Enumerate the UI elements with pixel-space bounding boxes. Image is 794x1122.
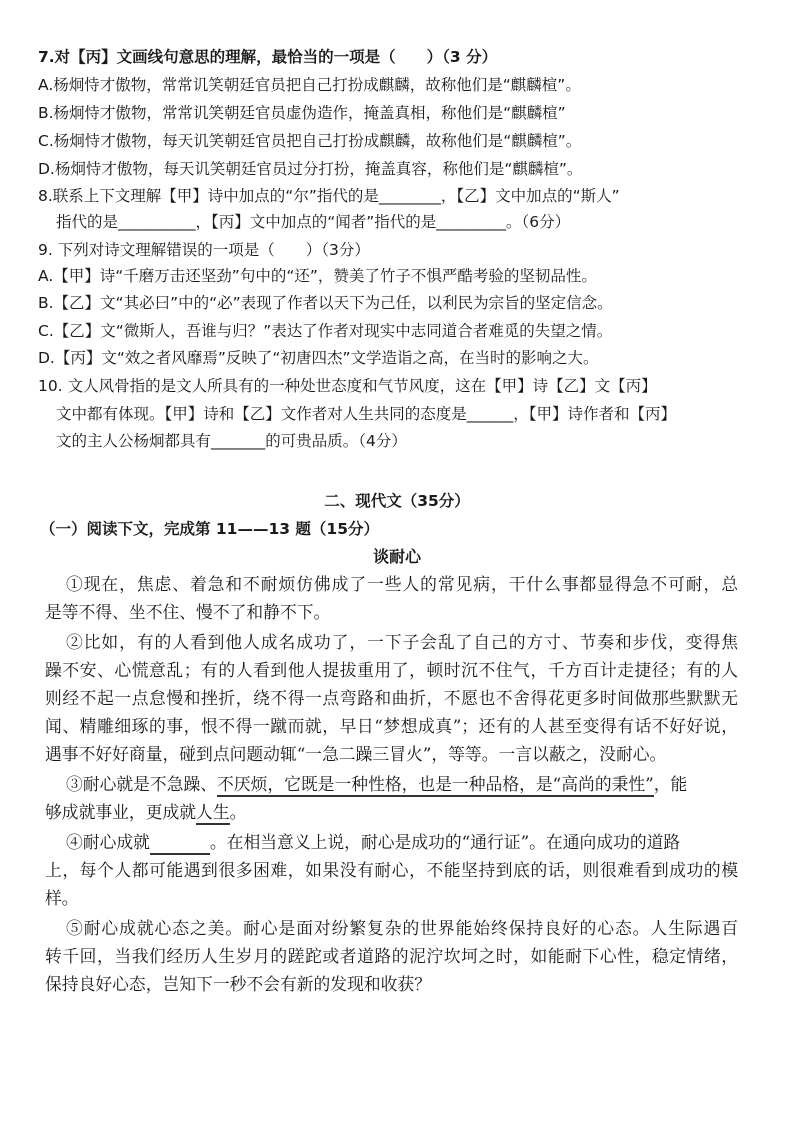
q7-option-b: B.杨炯恃才傲物，常常讥笑朝廷官员虚伪造作，掩盖真相，称他们是“麒麟楦” xyxy=(38,104,566,122)
q9-option-d: D.【丙】文“效之者风靡焉”反映了“初唐四杰”文学造诣之高，在当时的影响之大。 xyxy=(38,349,599,367)
p5-line-2: 转千回，当我们经历人生岁月的蹉跎或者道路的泥泞坎坷之时，如能耐下心性，稳定情绪， xyxy=(45,946,738,966)
p3-text: ③耐心就是不急躁、 xyxy=(66,774,218,794)
p2-line-1: ②比如，有的人看到他人成名成功了，一下子会乱了自己的方寸、节奏和步伐，变得焦 xyxy=(66,632,738,652)
p3-line-2 xyxy=(45,802,246,822)
p4-line-1 xyxy=(66,832,680,855)
p4-line-2: 上，每个人都可能遇到很多困难，如果没有耐心，不能坚持到底的话，则很难看到成功的模 xyxy=(45,860,738,880)
p5-line-1: ⑤耐心成就心态之美。耐心是面对纷繁复杂的世界能始终保持良好的心态。人生际遇百 xyxy=(66,918,738,938)
p4-text: ④耐心成就 xyxy=(66,832,150,852)
p3-text-2-end: 。 xyxy=(229,802,247,822)
p1-line-2: 是等不得、坐不住、慢不了和静不下。 xyxy=(45,602,331,622)
section-title: 二、现代文（35分） xyxy=(324,492,470,510)
q9-option-a: A.【甲】诗“千磨万击还坚劲”句中的“还”，赞美了竹子不惧严酷考验的坚韧品性。 xyxy=(38,267,597,285)
q7-option-a: A.杨炯恃才傲物，常常讥笑朝廷官员把自己打扮成麒麟，故称他们是“麒麟楦”。 xyxy=(38,76,581,94)
p3-underlined-word: 人生 xyxy=(196,802,230,825)
p3-text-end: ，能 xyxy=(653,774,688,794)
p2-line-4: 闻、精雕细琢的事，恨不得一蹴而就，早日“梦想成真”；还有的人甚至变得有话不好好说， xyxy=(45,716,738,736)
q7-option-d: D.杨炯恃才傲物，每天讥笑朝廷官员过分打扮，掩盖真容，称他们是“麒麟楦”。 xyxy=(38,160,583,178)
q10-line-3: 文的主人公杨炯都具有_______的可贵品质。（4分） xyxy=(56,432,407,450)
p4-line-3: 样。 xyxy=(45,888,79,908)
p2-line-5: 遇事不好好商量，碰到点问题动辄“一急二躁三冒火”，等等。一言以蔽之，没耐心。 xyxy=(45,744,667,764)
p3-underlined-sentence: 不厌烦，它既是一种性格，也是一种品格，是“高尚的秉性” xyxy=(217,774,654,797)
q9-stem: 9. 下列对诗文理解错误的一项是（ ）（3分） xyxy=(38,241,370,259)
q9-option-c: C.【乙】文“微斯人，吾谁与归？”表达了作者对现实中志同道合者难觅的失望之情。 xyxy=(38,322,613,340)
p4-text-end: 。在相当意义上说，耐心是成功的“通行证”。在通向成功的道路 xyxy=(209,832,681,852)
q8-line-2: 指代的是__________，【丙】文中加点的“闻者”指代的是_________。（6分） xyxy=(56,213,571,231)
q10-line-1: 10. 文人风骨指的是文人所具有的一种处世态度和气节风度，这在【甲】诗【乙】文【丙】 xyxy=(38,377,657,395)
q10-line-2: 文中都有体现。【甲】诗和【乙】文作者对人生共同的态度是______，【甲】诗作者和【丙】 xyxy=(56,405,677,423)
p4-blank xyxy=(150,832,210,855)
p1-line-1: ①现在，焦虑、着急和不耐烦仿佛成了一些人的常见病，干什么事都显得急不可耐，总 xyxy=(66,574,738,594)
p5-line-3: 保持良好心态，岂知下一秒不会有新的发现和收获？ xyxy=(45,974,431,994)
p2-line-3: 则经不起一点怠慢和挫折，绕不得一点弯路和曲折，不愿也不舍得花更多时间做那些默默无 xyxy=(45,688,738,708)
p3-text-2: 够成就事业，更成就 xyxy=(45,802,197,822)
p3-line-1 xyxy=(66,774,687,794)
p2-line-2: 躁不安、心慌意乱；有的人看到他人提拔重用了，顿时沉不住气，千方百计走捷径；有的人 xyxy=(45,660,738,680)
section-subtitle: （一）阅读下文，完成第 11——13 题（15分） xyxy=(40,520,380,538)
q8-line-1: 8.联系上下文理解【甲】诗中加点的“尔”指代的是________，【乙】文中加点的“斯人” xyxy=(38,187,620,205)
q9-option-b: B.【乙】文“其必曰”中的“必”表现了作者以天下为己任，以利民为宗旨的坚定信念。 xyxy=(38,294,613,312)
q7-stem: 7.对【丙】文画线句意思的理解，最恰当的一项是（ ）（3 分） xyxy=(38,48,498,66)
article-title: 谈耐心 xyxy=(372,547,421,566)
q7-option-c: C.杨炯恃才傲物，每天讥笑朝廷官员把自己打扮成麒麟，故称他们是“麒麟楦”。 xyxy=(38,132,582,150)
